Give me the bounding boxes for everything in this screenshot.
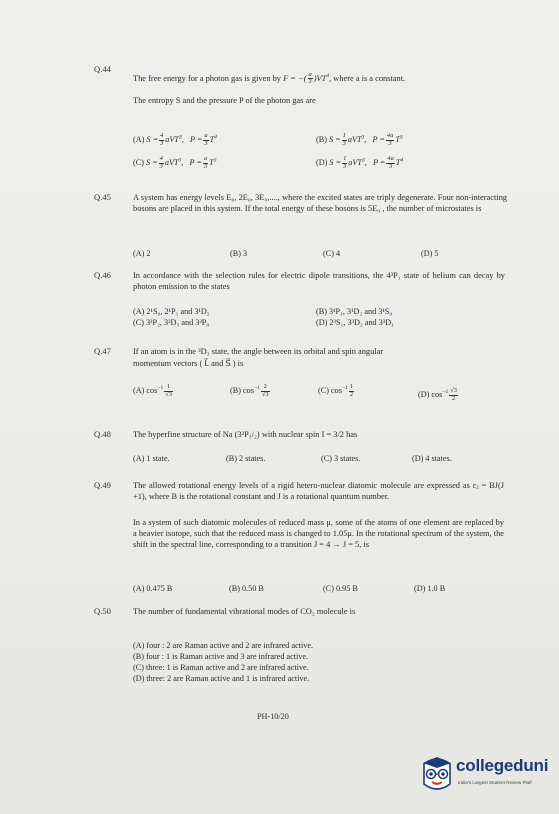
option-d[interactable]: (D) 4 states. [412, 454, 452, 463]
question-text: The hyperfine structure of Na (3²P₃/₂) with nuclear spin I = 3/2 has [133, 430, 358, 439]
question-number: Q.46 [94, 270, 111, 280]
option-a[interactable]: (A) 0.475 B [133, 584, 173, 593]
question-number: Q.48 [94, 429, 111, 439]
option-c[interactable]: (C) 3 states. [321, 454, 361, 463]
option-b[interactable]: (B) $\cos^{-1}$ $\frac{2}{√3}$ [230, 383, 269, 398]
logo-tagline: India's Largest Student Review Platf [458, 780, 532, 785]
question-text: If an atom is in the ³D₃ state, the angle between its orbital and spin angular [133, 347, 384, 356]
option-d[interactable]: (D) 5 [421, 249, 439, 258]
option-b[interactable]: (B) four : 1 is Raman active and 3 are infrared active. [133, 652, 309, 661]
option-b[interactable]: (B) 3 [230, 249, 248, 258]
option-c[interactable]: (C) 4 [323, 249, 341, 258]
question-text: A system has energy levels E₀, 2E₀, 3E₀,...., where the excited states are triply degenerate. Four non-interacting bosons are placed in this system. If the total energy of these bosons is 5E₀ , the number of microstates is [133, 193, 507, 213]
option-b[interactable]: (B) 3¹P₁, 3¹D₂ and 3¹S₀ [316, 307, 393, 316]
option-a[interactable]: (A) 1 state. [133, 454, 170, 463]
option-a[interactable]: (A) 2¹S₀, 2¹P₁ and 3¹D₂ [133, 307, 210, 316]
page-number: PH-10/20 [257, 712, 289, 721]
question-text: The number of fundamental vibrational modes of CO₂ molecule is [133, 607, 356, 616]
option-c[interactable]: (C) 3³P₂, 3³D₃ and 3³P₀ [133, 318, 210, 327]
question-number: Q.44 [94, 64, 111, 74]
option-c[interactable]: (C) S = $\frac{4}{3}$ aVT$^3$, P = $\frac{a}{3}$ $T^3$ [133, 155, 217, 170]
question-text-part2: In a system of such diatomic molecules of reduced mass μ, some of the atoms of one element are replaced by a heavier isotope, such that the reduced mass is changed to 1.05μ. In the rotational spectrum of the system, the shift in the spectral line, corresponding to a transition J = 4 → J = 5, is [133, 518, 504, 549]
free-energy-formula: F = −( $\frac{a}{3}$ )$VT^4$ [283, 70, 330, 86]
option-a[interactable]: (A) S = $\frac{4}{3}$ aVT$^3$, P = $\frac{a}{3}$ $T^4$ [133, 132, 217, 147]
owl-mascot-icon [420, 754, 454, 794]
option-b[interactable]: (B) 2 states. [226, 454, 266, 463]
option-d[interactable]: (D) three: 2 are Raman active and 1 is infrared active. [133, 674, 310, 683]
option-d[interactable]: (D) 1.0 B [414, 584, 446, 593]
option-d[interactable]: (D) S = $\frac{1}{3}$ aVT$^3$, P = $\frac{4a}{3}$ $T^4$ [316, 155, 404, 170]
question-number: Q.50 [94, 606, 111, 616]
option-a[interactable]: (A) four : 2 are Raman active and 2 are infrared active. [133, 641, 314, 650]
collegedunia-logo [418, 752, 559, 802]
question-stem: The free energy for a photon gas is given by F = −( $\frac{a}{3}$ )$VT^4$, where a is a constant. [133, 70, 406, 86]
option-b[interactable]: (B) 0.50 B [229, 584, 264, 593]
option-a[interactable]: (A) 2 [133, 249, 151, 258]
option-c[interactable]: (C) 0.95 B [323, 584, 358, 593]
option-a[interactable]: (A) $\cos^{-1}$ $\frac{1}{√3}$ [133, 383, 172, 398]
question-number: Q.49 [94, 480, 111, 490]
logo-wordmark: collegeduni [456, 756, 549, 775]
question-text-line2: momentum vectors ( L⃗ and S⃗ ) is [133, 359, 244, 368]
question-number: Q.45 [94, 192, 111, 202]
question-text: The allowed rotational energy levels of a rigid hetero-nuclear diatomic molecule are expressed as εⱼ = BJ(J +1), where B is the rotational constant and J is a rotational quantum number. [133, 481, 504, 501]
option-d[interactable]: (D) $\cos^{-1}$ $\frac{√3}{2}$ [418, 387, 457, 402]
option-c[interactable]: (C) $\cos^{-1}$ $\frac{1}{2}$ [318, 383, 354, 398]
question-number: Q.47 [94, 346, 111, 356]
option-d[interactable]: (D) 2³S₁, 3³D₂ and 3³D₁ [316, 318, 395, 327]
option-b[interactable]: (B) S = $\frac{1}{3}$ aVT$^3$, P = $\frac{4a}{3}$ $T^3$ [316, 132, 403, 147]
option-c[interactable]: (C) three: 1 is Raman active and 2 are infrared active. [133, 663, 309, 672]
question-text: In accordance with the selection rules for electric dipole transitions, the 4³P₁ state of helium can decay by photon emission to the states [133, 271, 505, 291]
question-stem-line2: The entropy S and the pressure P of the photon gas are [133, 96, 316, 105]
